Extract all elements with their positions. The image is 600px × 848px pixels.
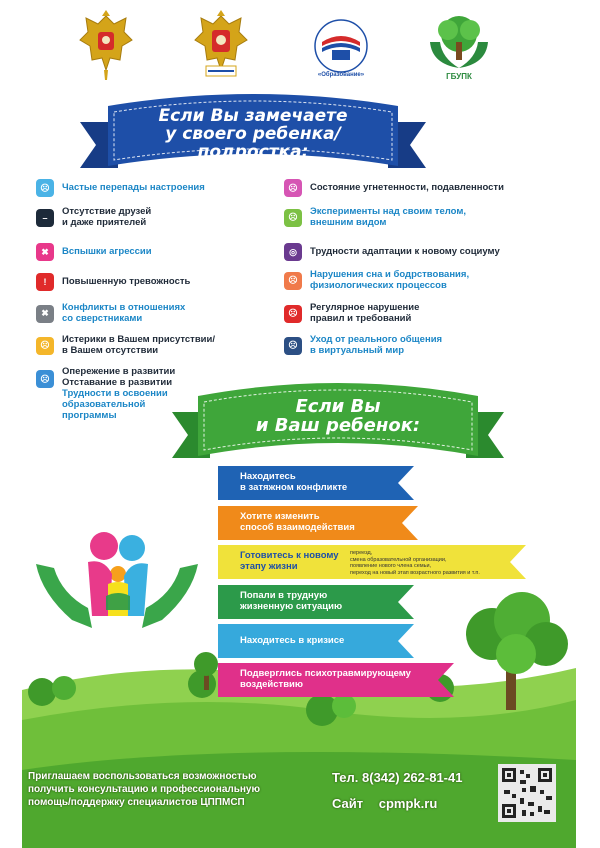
symptom-left-3 [36, 243, 276, 261]
banner-2-line-1: Если Вы [295, 396, 381, 417]
banner-2-line-2: и Ваш ребенок: [255, 414, 421, 436]
symptom-right-1-text: Состояние угнетенности, подавленности [310, 181, 504, 193]
banner-1-line-2: у своего ребенка/подростка: [165, 123, 341, 162]
symptom-left-7-text: Опережение в развитии Отставание в развитии [62, 366, 176, 388]
tree-hands-icon [424, 12, 494, 74]
symptom-right-4-text: Нарушения сна и бодрствования, физиологических процессов [310, 269, 470, 291]
banner-1-title [118, 108, 388, 162]
education-project-caption: «Образование» [317, 72, 365, 78]
symptom-left-2 [36, 207, 276, 229]
gbupk-caption: ГБУПК [446, 72, 472, 81]
symptom-left-1 [36, 179, 276, 197]
ribbon-6-text: Подверглись психотравмирующему воздействию [240, 668, 411, 690]
symptom-right-1 [284, 179, 574, 197]
qr-code-icon[interactable] [498, 764, 556, 822]
conflict-face-icon: ✖ [36, 305, 54, 323]
symptom-right-3-text: Трудности адаптации к новому социуму [310, 245, 500, 257]
virtual-world-face-icon: ☹ [284, 337, 302, 355]
symptom-left-7-extra: Трудности в освоении образовательной программы [62, 387, 168, 421]
education-project-logo [302, 14, 380, 84]
ribbon-4 [218, 585, 414, 619]
ribbon-1-text: Находитесь в затяжном конфликте [240, 471, 348, 493]
symptom-left-4-text: Повышенную тревожность [62, 275, 191, 287]
symptom-right-2 [284, 207, 574, 229]
body-experiment-face-icon: ☹ [284, 209, 302, 227]
symptom-left-7-block [62, 367, 175, 422]
ribbon-3-note: переезд, смена образовательной организации, появление нового члена семьи, переход на новый этап возрастного развития и т.п. [350, 550, 480, 576]
gbupk-logo [424, 12, 494, 86]
crying-face-icon: ☹ [36, 337, 54, 355]
symptom-left-3-text: Вспышки агрессии [62, 245, 152, 257]
website-label: Сайт [332, 796, 364, 811]
symptom-right-5 [284, 303, 574, 325]
symptom-left-5-text: Конфликты в отношениях со сверстниками [62, 302, 186, 324]
symptom-right-3 [284, 243, 574, 261]
banner-2-title [212, 398, 464, 436]
symptom-right-6-text: Уход от реального общения в виртуальный мир [310, 334, 443, 356]
angry-face-icon: ✖ [36, 243, 54, 261]
ribbon-5 [218, 624, 414, 658]
ribbon-2-text: Хотите изменить способ взаимодействия [240, 511, 355, 533]
symptom-left-2-text: Отсутствие друзей и даже приятелей [62, 206, 152, 228]
symptom-right-4 [284, 270, 574, 292]
logo-row [22, 8, 576, 88]
symptom-left-6-text: Истерики в Вашем присутствии/ в Вашем отсутствии [62, 334, 215, 356]
ribbon-3 [218, 545, 526, 579]
ribbon-6 [218, 663, 454, 697]
website-block [332, 796, 437, 811]
symptom-left-6 [36, 335, 286, 357]
symptom-left-1-text: Частые перепады настроения [62, 181, 205, 193]
right-margin [576, 0, 600, 848]
invitation-text: Приглашаем воспользоваться возможностью получить консультацию и профессиональную помощь/поддержку специалистов ЦППМСП [28, 771, 261, 808]
left-margin [0, 0, 22, 848]
adaptation-face-icon: ◎ [284, 243, 302, 261]
rule-breaking-face-icon: ☹ [284, 305, 302, 323]
sleepless-face-icon: ☹ [284, 272, 302, 290]
anxious-face-icon: ! [36, 273, 54, 291]
development-face-icon: ☹ [36, 370, 54, 388]
symptom-left-5 [36, 303, 276, 325]
poster-content [22, 0, 576, 848]
website-link[interactable]: cpmpk.ru [378, 796, 438, 811]
mood-swing-face-icon: ☹ [36, 179, 54, 197]
ribbon-3-text: Готовитесь к новому этапу жизни [240, 550, 339, 572]
coat-of-arms-1-icon [74, 10, 138, 84]
ribbon-1 [218, 466, 414, 500]
symptom-left-4 [36, 273, 276, 291]
banner-1-line-1: Если Вы замечаете [158, 106, 348, 126]
family-hands-icon [32, 524, 202, 634]
phone-text: Тел. 8(342) 262-81-41 [332, 770, 463, 785]
ribbon-5-text: Находитесь в кризисе [240, 634, 345, 646]
coat-of-arms-2-icon [188, 10, 254, 84]
ribbon-4-text: Попали в трудную жизненную ситуацию [240, 590, 343, 612]
symptom-right-6 [284, 335, 574, 357]
lonely-face-icon: – [36, 209, 54, 227]
depressed-face-icon: ☹ [284, 179, 302, 197]
symptom-right-2-text: Эксперименты над своим телом, внешним видом [310, 206, 466, 228]
symptom-right-5-text: Регулярное нарушение правил и требований [310, 302, 420, 324]
ribbon-2 [218, 506, 418, 540]
